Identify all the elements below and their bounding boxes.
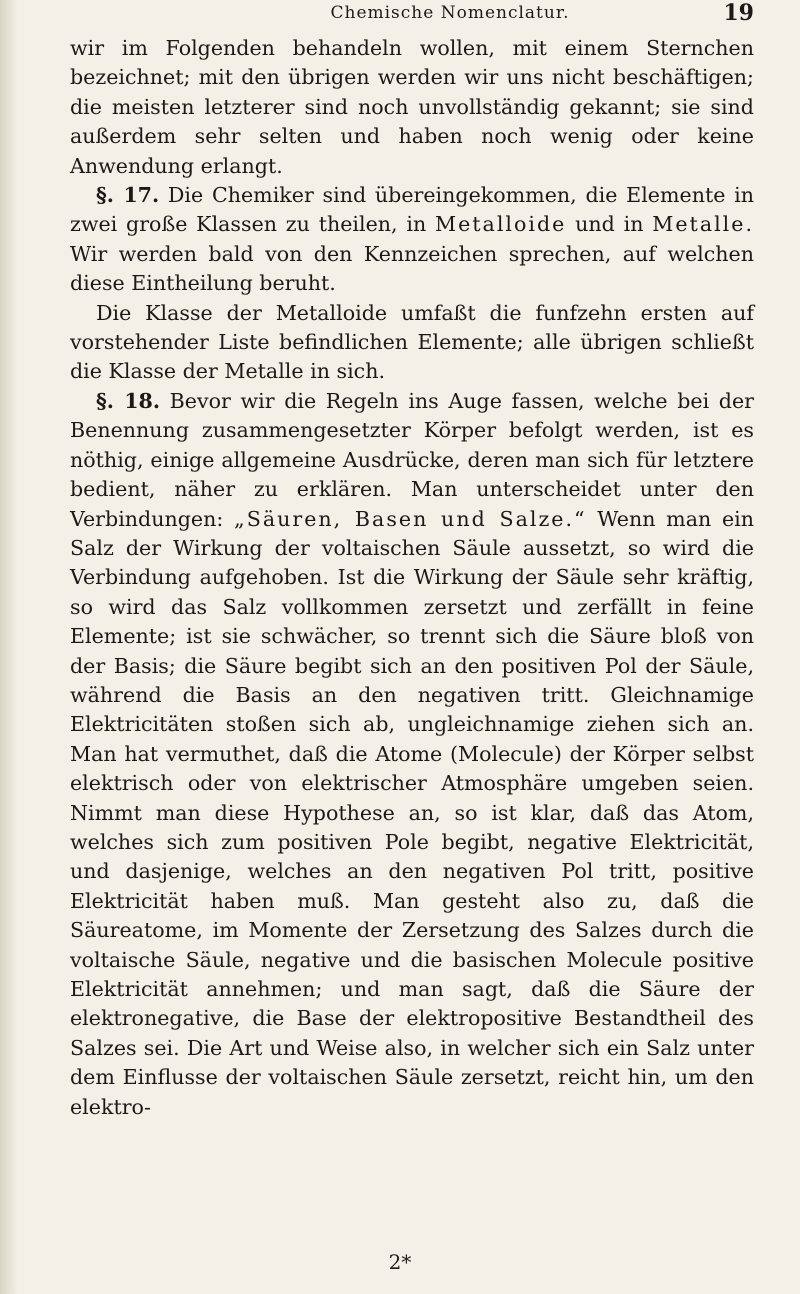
- section-number-18: §. 18.: [96, 388, 161, 413]
- term-metalle: Metalle.: [652, 212, 754, 237]
- section-number-17: §. 17.: [96, 183, 160, 208]
- signature-mark: 2*: [388, 1250, 412, 1274]
- body-text: [70, 34, 754, 1122]
- paragraph-section-18: [70, 387, 754, 1122]
- para-17-text-a: Die Chemiker sind übereingekommen, die Elemente in zwei große Klassen zu theilen, in: [70, 183, 755, 237]
- page-binding-shadow: [0, 0, 18, 1294]
- paragraph-section-17: [70, 181, 754, 299]
- term-saeuren-basen-salze: „Säuren, Basen und Salze.“: [234, 506, 587, 531]
- para-18-text-a: Bevor wir die Regeln ins Auge fassen, welche bei der Benennung zusammengesetzter Körper befolgt werden, ist es nöthig, einige allgemeine Ausdrücke, deren man sich für letztere bedient, näher zu erklären. Man unterscheidet unter den Verbindungen:: [70, 388, 755, 531]
- para-17-text-c: Wir werden bald von den Kennzeichen sprechen, auf welchen diese Eintheilung beruht.: [70, 241, 754, 296]
- running-title: Chemische Nomenclatur.: [330, 3, 570, 23]
- paragraph-continued: wir im Folgenden behandeln wollen, mit einem Sternchen bezeichnet; mit den übrigen werden wir uns nicht beschäftigen; die meisten letzterer sind noch unvollständig gekannt; sie sind außerdem sehr selten und haben noch wenig oder keine Anwendung erlangt.: [70, 36, 754, 178]
- page-header: [70, 0, 754, 34]
- para-17-text-b: und in: [566, 212, 653, 237]
- term-metalloide: Metalloide: [435, 212, 567, 237]
- page-number: 19: [723, 0, 754, 26]
- para-18-text-b: Wenn man ein Salz der Wirkung der voltaischen Säule aussetzt, so wird die Verbindung aufgehoben. Ist die Wirkung der Säule sehr kräftig, so wird das Salz vollkommen zersetzt und zerfällt in feine Elemente; ist sie schwächer, so trennt sich die Säure bloß von der Basis; die Säure begibt sich an den positiven Pol der Säule, während die Basis an den negativen tritt. Gleichnamige Elektricitäten stoßen sich ab, ungleichnamige ziehen sich an. Man hat vermuthet, daß die Atome (Molecule) der Körper selbst elektrisch oder von elektrischer Atmosphäre umgeben seien. Nimmt man diese Hypothese an, so ist klar, daß das Atom, welches sich zum positiven Pole begibt, negative Elektricität, und dasjenige, welches an den negativen Pol tritt, positive Elektricität haben muß. Man gesteht also zu, daß die Säureatome, im Momente der Zersetzung des Salzes durch die voltaische Säule, negative und die basischen Molecule positive Elektricität annehmen; und man sagt, daß die Säure der elektronegative, die Base der elektropositive Bestandtheil des Salzes sei. Die Art und Weise also, in welcher sich ein Salz unter dem Einflusse der voltaischen Säule zersetzt, reicht hin, um den elektro-: [70, 506, 754, 1119]
- paragraph-metalloid-class: Die Klasse der Metalloide umfaßt die funfzehn ersten auf vorstehender Liste befindlichen Elemente; alle übrigen schließt die Klasse der Metalle in sich.: [70, 300, 754, 384]
